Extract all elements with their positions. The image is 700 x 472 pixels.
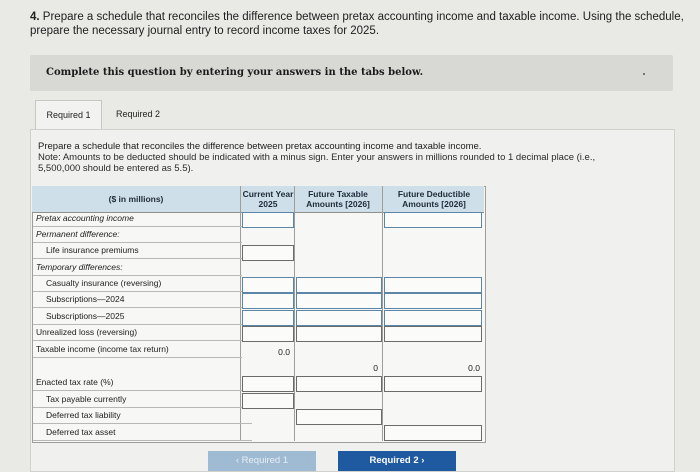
input-unrealized-deductible[interactable]	[384, 326, 482, 342]
row-deferred-tax-asset: Deferred tax asset	[33, 425, 252, 441]
row-casualty-insurance: Casualty insurance (reversing)	[33, 276, 252, 292]
input-deferred-liability-taxable[interactable]	[296, 409, 382, 425]
prev-required-button[interactable]	[208, 451, 316, 471]
tab-required-1[interactable]: Required 1	[35, 100, 102, 130]
next-button-label: Required 2	[369, 455, 419, 466]
header-future-taxable-text: Future Taxable Amounts [2026]	[306, 189, 370, 209]
taxable-income-current: 0.0	[278, 347, 290, 357]
row-unrealized-loss: Unrealized loss (reversing)	[33, 325, 242, 341]
chevron-right-icon: ›	[418, 455, 425, 466]
question-number: 4.	[30, 11, 40, 23]
taxable-income-taxable: 0	[373, 363, 378, 373]
row-subscriptions-2024: Subscriptions—2024	[33, 292, 252, 308]
instruction-banner	[30, 55, 673, 91]
banner-text: Complete this question by entering your answers in the tabs below.	[46, 67, 424, 78]
input-casualty-deductible[interactable]	[384, 277, 482, 293]
input-unrealized-taxable[interactable]	[296, 326, 382, 342]
input-tax-payable-current[interactable]	[242, 393, 294, 409]
row-subscriptions-2025: Subscriptions—2025	[33, 309, 252, 325]
header-current-year	[240, 186, 294, 213]
row-life-insurance: Life insurance premiums	[33, 243, 252, 259]
input-subs2024-taxable[interactable]	[296, 293, 382, 309]
banner-dot	[643, 73, 645, 75]
input-subs2024-deductible[interactable]	[384, 293, 482, 309]
instructions-note: Note: Amounts to be deducted should be indicated with a minus sign. Enter your answers in millions rounded to 1 decimal place (i.e., 5,500,000 should be entered as 5.5).	[38, 152, 596, 174]
prev-button-label: Required 1	[241, 455, 289, 466]
input-unrealized-current[interactable]	[242, 326, 294, 342]
input-pretax-current[interactable]	[242, 212, 294, 228]
schedule-header-label-text: ($ in millions)	[108, 194, 164, 204]
input-pretax-deductible[interactable]	[384, 212, 482, 228]
input-tax-rate-taxable[interactable]	[296, 376, 382, 392]
input-subs2025-deductible[interactable]	[384, 310, 482, 326]
input-deferred-asset-deductible[interactable]	[384, 425, 482, 441]
input-casualty-current[interactable]	[242, 277, 294, 293]
column-divider	[294, 186, 295, 441]
row-deferred-tax-liability: Deferred tax liability	[33, 408, 252, 424]
input-subs2024-current[interactable]	[242, 293, 294, 309]
header-future-deductible	[382, 186, 484, 213]
row-tax-payable: Tax payable currently	[33, 392, 252, 408]
row-enacted-tax-rate: Enacted tax rate (%)	[33, 375, 242, 391]
question-text	[30, 10, 695, 38]
header-future-taxable	[294, 186, 382, 213]
instructions-main: Prepare a schedule that reconciles the difference between pretax accounting income and taxable income.	[38, 141, 482, 152]
input-subs2025-current[interactable]	[242, 310, 294, 326]
tab-required-2[interactable]: Required 2	[115, 109, 161, 119]
header-future-deductible-text: Future Deductible Amounts [2026]	[397, 189, 471, 209]
schedule-header-label	[32, 186, 240, 213]
input-subs2025-taxable[interactable]	[296, 310, 382, 326]
taxable-income-deductible: 0.0	[468, 363, 480, 373]
column-divider	[382, 186, 383, 441]
instructions	[38, 141, 638, 174]
input-casualty-taxable[interactable]	[296, 277, 382, 293]
input-tax-rate-deductible[interactable]	[384, 376, 482, 392]
input-life-insurance-current[interactable]	[242, 245, 294, 261]
row-permanent-difference: Permanent difference:	[33, 227, 242, 243]
question-body: Prepare a schedule that reconciles the difference between pretax accounting income and taxable income. Using the schedule, prepare the necessary journal entry to record income taxes for 2025.	[30, 11, 684, 37]
input-tax-rate-current[interactable]	[242, 376, 294, 392]
row-temporary-differences: Temporary differences:	[33, 260, 242, 276]
row-taxable-income: Taxable income (income tax return)	[33, 342, 242, 358]
chevron-left-icon: ‹	[235, 455, 242, 466]
row-pretax-income: Pretax accounting income	[33, 211, 242, 227]
header-current-year-text: Current Year 2025	[242, 189, 294, 209]
next-required-button[interactable]	[338, 451, 456, 471]
